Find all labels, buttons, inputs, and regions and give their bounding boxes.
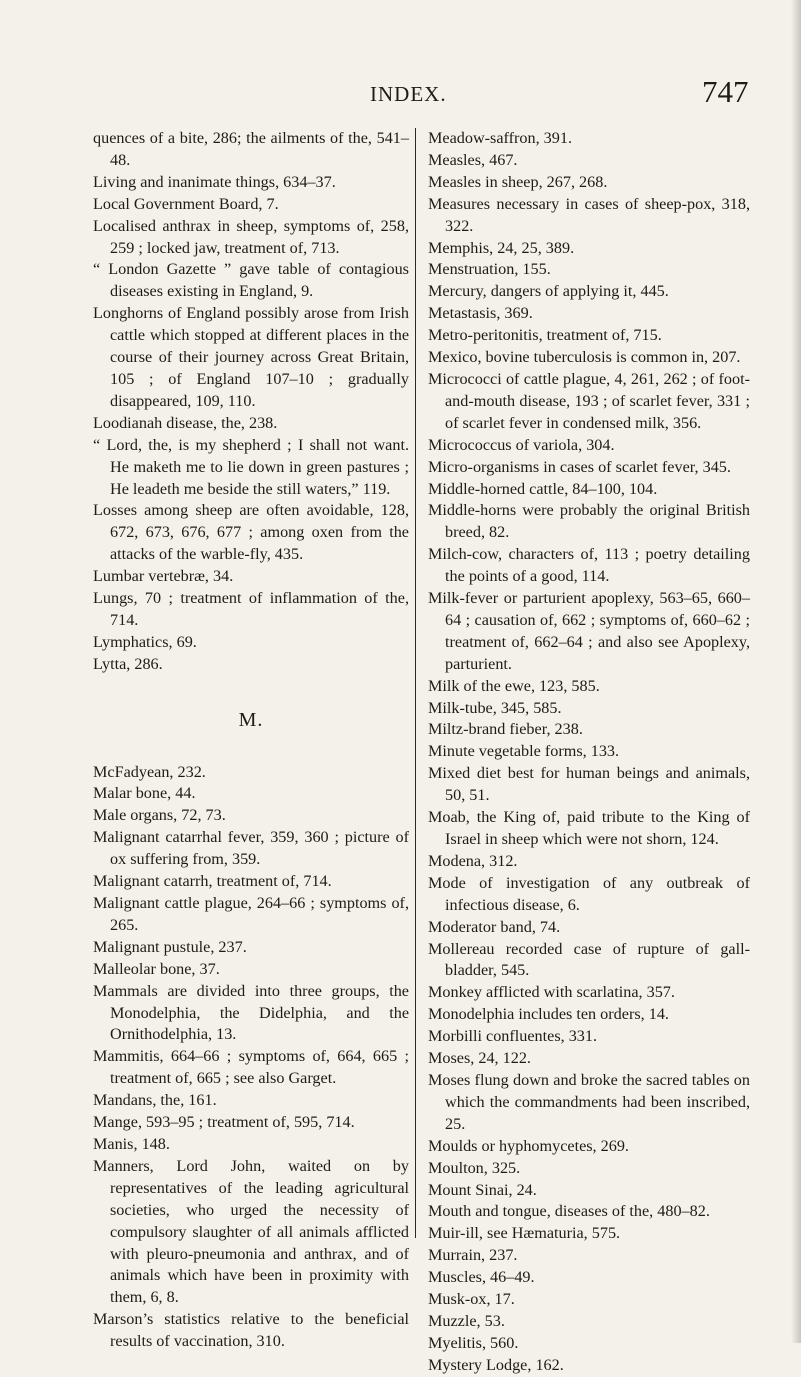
index-entry: Meadow-saffron, 391.	[428, 129, 573, 147]
index-entry: Mexico, bovine tuberculosis is common in, 207.	[428, 348, 741, 367]
index-entry: Minute vegetable forms, 133.	[428, 742, 620, 761]
index-entry: quences of a bite, 286; the ailments of the, 541–48.	[93, 129, 409, 169]
index-entry: Muscles, 46–49.	[428, 1268, 535, 1287]
index-entry: Monkey afflicted with scarlatina, 357.	[428, 983, 675, 1002]
running-title: INDEX.	[370, 82, 447, 106]
index-entry: Metro-peritonitis, treatment of, 715.	[428, 326, 662, 345]
index-entry: Lumbar vertebræ, 34.	[93, 567, 234, 586]
index-entry: Memphis, 24, 25, 389.	[428, 238, 575, 257]
index-entry: Mollereau recorded case of rupture of gall-bladder, 545.	[428, 939, 750, 980]
index-entry: Marson’s statistics relative to the beneficial results of vaccination, 310.	[93, 1310, 409, 1351]
index-entry: Moses flung down and broke the sacred tables on which the commandments had been inscribed, 25.	[428, 1070, 750, 1133]
index-entry: Musk-ox, 17.	[428, 1290, 515, 1309]
index-entry: Local Government Board, 7.	[93, 194, 279, 213]
index-entry: Menstruation, 155.	[428, 260, 551, 279]
index-entry: Moulton, 325.	[428, 1158, 521, 1177]
index-entry: Metastasis, 369.	[428, 304, 533, 323]
index-entry: Milch-cow, characters of, 113 ; poetry detailing the points of a good, 114.	[428, 545, 750, 586]
left-entries-bottom	[93, 762, 409, 1353]
right-column	[428, 128, 750, 1377]
index-entry: Malignant catarrhal fever, 359, 360 ; picture of ox suffering from, 359.	[93, 828, 409, 869]
index-entry: Manners, Lord John, waited on by representatives of the leading agricultural societies, who urged the necessity of compulsory slaughter of all animals afflicted with pleuro-pneumonia and anthrax, and of animals which have been in proximity with them, 6, 8.	[93, 1156, 409, 1307]
index-entry: Lymphatics, 69.	[93, 632, 197, 651]
left-entries-top	[93, 128, 409, 676]
right-entries	[428, 128, 750, 1377]
index-entry: Moderator band, 74.	[428, 917, 561, 936]
index-entry: Micrococci of cattle plague, 4, 261, 262 ; of foot-and-mouth disease, 193 ; of scarlet fever, 331 ; of scarlet fever in condensed milk, 356.	[428, 369, 750, 432]
index-entry: Mammals are divided into three groups, the Monodelphia, the Didelphia, and the Ornithodelphia, 13.	[93, 981, 409, 1044]
index-entry: Localised anthrax in sheep, symptoms of, 258, 259 ; locked jaw, treatment of, 713.	[93, 216, 409, 257]
index-entry: Muir-ill, see Hæmaturia, 575.	[428, 1224, 621, 1243]
index-entry: Mammitis, 664–66 ; symptoms of, 664, 665 ; treatment of, 665 ; see also Garget.	[93, 1047, 409, 1088]
index-entry: Murrain, 237.	[428, 1246, 518, 1265]
index-entry: Milk-tube, 345, 585.	[428, 698, 562, 717]
index-entry: Morbilli confluentes, 331.	[428, 1027, 598, 1046]
index-entry: Mandans, the, 161.	[93, 1091, 217, 1110]
index-entry: Mystery Lodge, 162.	[428, 1355, 564, 1374]
index-entry: Measles in sheep, 267, 268.	[428, 172, 608, 191]
index-entry: “ Lord, the, is my shepherd ; I shall not want. He maketh me to lie down in green pastures ; He leadeth me beside the still waters,” 119.	[93, 435, 409, 498]
index-entry: Malignant cattle plague, 264–66 ; symptoms of, 265.	[93, 894, 409, 934]
index-entry: Moses, 24, 122.	[428, 1049, 531, 1068]
index-entry: Male organs, 72, 73.	[93, 806, 226, 825]
index-entry: Miltz-brand fieber, 238.	[428, 720, 583, 739]
index-entry: Measles, 467.	[428, 150, 518, 169]
index-entry: Middle-horned cattle, 84–100, 104.	[428, 479, 658, 498]
section-heading-m: M.	[238, 708, 264, 731]
index-entry: Micrococcus of variola, 304.	[428, 435, 615, 454]
column-divider	[415, 128, 416, 1238]
index-entry: Loodianah disease, the, 238.	[93, 413, 278, 432]
index-entry: Living and inanimate things, 634–37.	[93, 172, 336, 191]
index-entry: Moab, the King of, paid tribute to the King of Israel in sheep which were not shorn, 124.	[428, 808, 750, 848]
index-entry: Malignant catarrh, treatment of, 714.	[93, 872, 332, 891]
index-entry: Mixed diet best for human beings and animals, 50, 51.	[428, 764, 750, 805]
index-entry: McFadyean, 232.	[93, 762, 206, 781]
index-entry: Lungs, 70 ; treatment of inflammation of the, 714.	[93, 589, 409, 629]
left-column	[93, 128, 409, 1353]
index-entry: Milk-fever or parturient apoplexy, 563–65, 660–64 ; causation of, 662 ; symptoms of, 660–62 ; treatment of, 662–64 ; and also see Apoplexy, parturient.	[428, 589, 750, 673]
page-number: 747	[702, 74, 749, 109]
index-entry: Mount Sinai, 24.	[428, 1180, 537, 1199]
index-entry: “ London Gazette ” gave table of contagious diseases existing in England, 9.	[93, 260, 409, 301]
index-entry: Losses among sheep are often avoidable, 128, 672, 673, 676, 677 ; among oxen from the attacks of the warble-fly, 435.	[93, 501, 409, 564]
page-edge-shadow	[791, 0, 801, 1343]
index-entry: Micro-organisms in cases of scarlet fever, 345.	[428, 457, 731, 476]
index-entry: Manis, 148.	[93, 1134, 170, 1153]
index-entry: Moulds or hyphomycetes, 269.	[428, 1136, 629, 1155]
index-entry: Middle-horns were probably the original British breed, 82.	[428, 501, 750, 542]
index-entry: Monodelphia includes ten orders, 14.	[428, 1005, 669, 1024]
index-entry: Lytta, 286.	[93, 654, 163, 673]
index-entry: Malleolar bone, 37.	[93, 959, 220, 978]
index-entry: Milk of the ewe, 123, 585.	[428, 676, 600, 695]
index-entry: Mange, 593–95 ; treatment of, 595, 714.	[93, 1113, 355, 1132]
index-entry: Mercury, dangers of applying it, 445.	[428, 282, 669, 301]
index-entry: Measures necessary in cases of sheep-pox, 318, 322.	[428, 194, 750, 235]
index-entry: Myelitis, 560.	[428, 1333, 519, 1352]
index-entry: Modena, 312.	[428, 851, 518, 870]
index-entry: Malar bone, 44.	[93, 784, 196, 803]
index-entry: Malignant pustule, 237.	[93, 937, 247, 956]
index-entry: Mouth and tongue, diseases of the, 480–82.	[428, 1202, 710, 1221]
index-entry: Mode of investigation of any outbreak of infectious disease, 6.	[428, 873, 750, 914]
index-entry: Longhorns of England possibly arose from Irish cattle which stopped at different places in the course of their journey across Great Britain, 105 ; of England 107–10 ; gradually disappeared, 109, 110.	[93, 304, 409, 410]
page-header	[0, 74, 801, 114]
index-entry: Muzzle, 53.	[428, 1311, 505, 1330]
